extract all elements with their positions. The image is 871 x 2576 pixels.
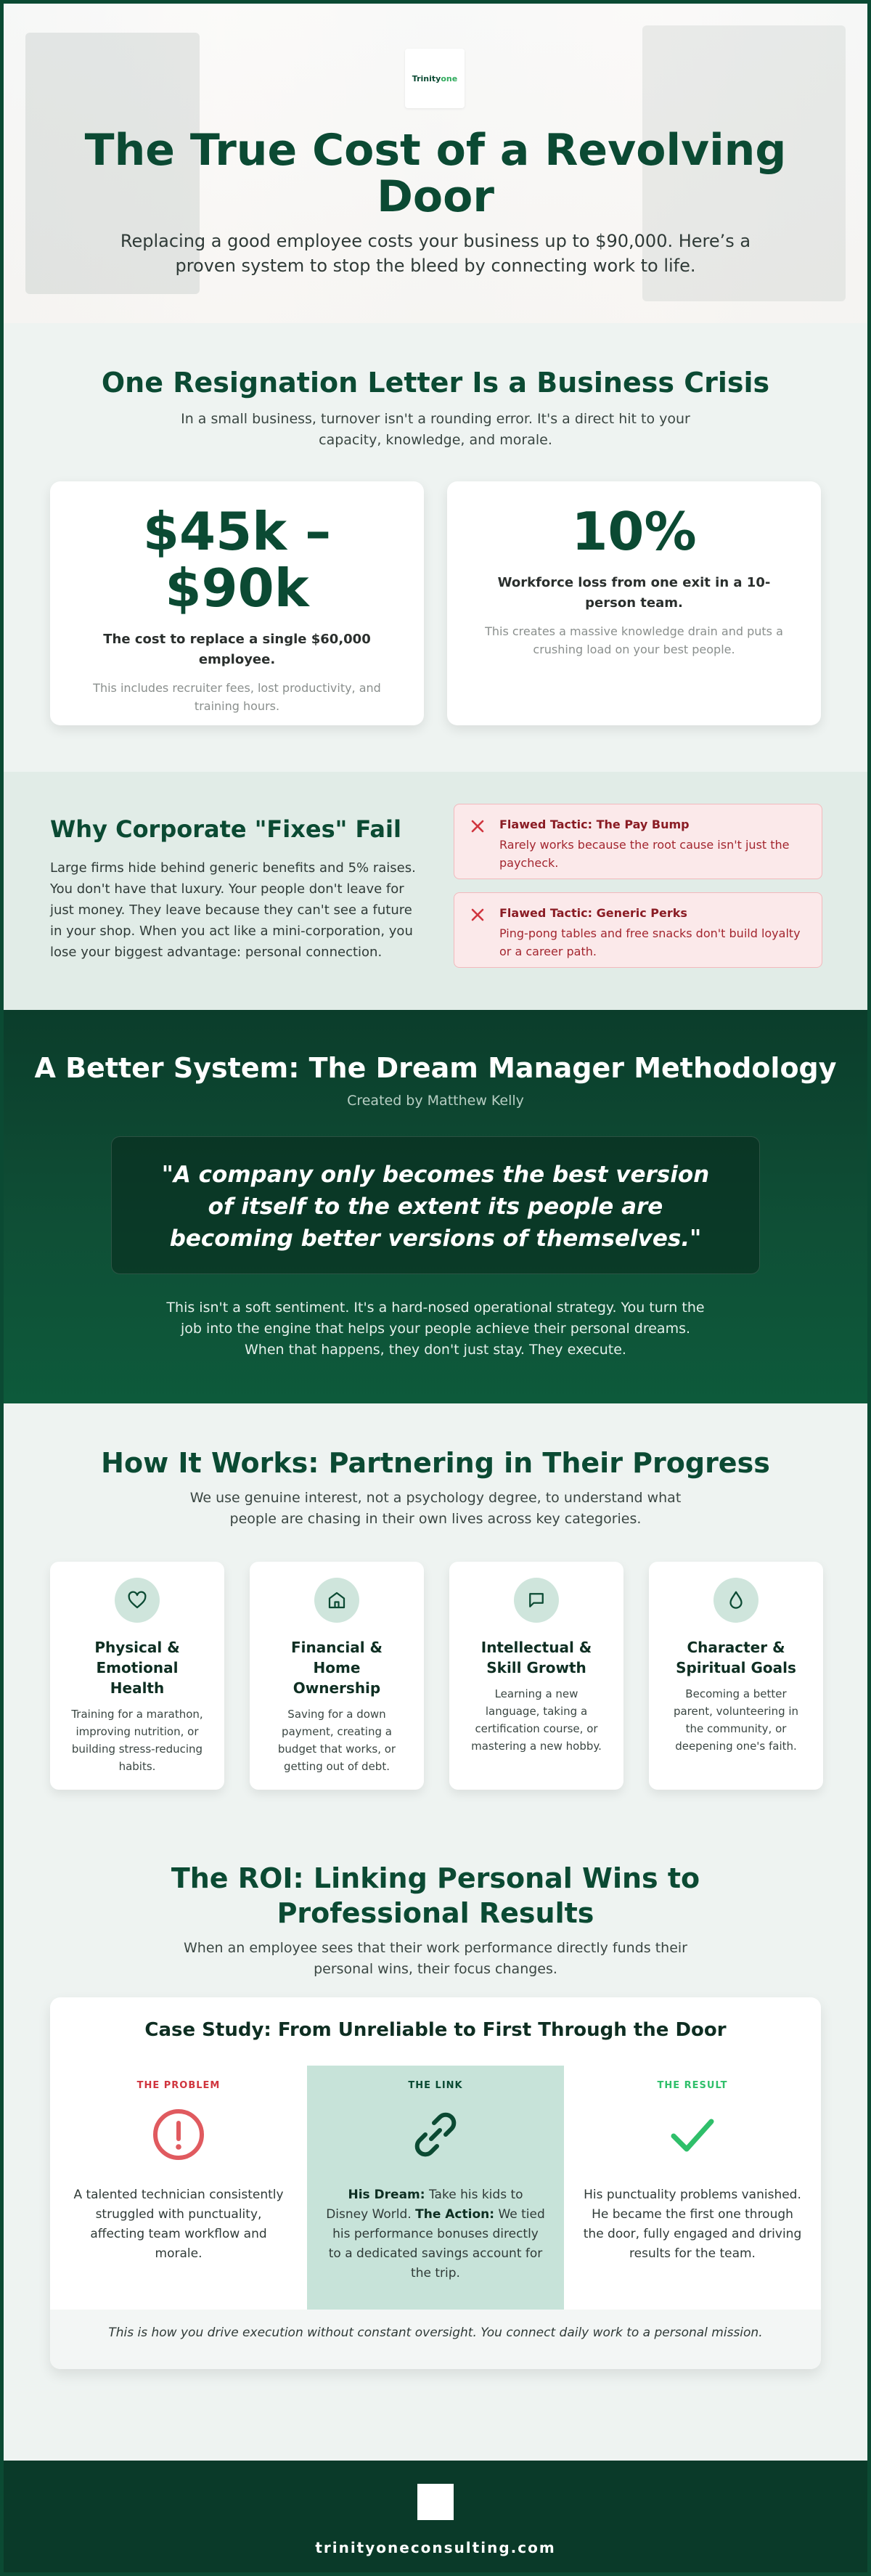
category-card (649, 1562, 823, 1790)
roi-section (4, 1861, 867, 2340)
stat-label: Workforce loss from one exit in a 10-person team. (497, 575, 771, 611)
category-desc: Saving for a down payment, creating a budget that works, or getting out of debt. (277, 1708, 396, 1773)
stat-label: The cost to replace a single $60,000 employee. (103, 632, 371, 667)
tactic-desc: Rarely works because the root cause isn't just the paycheck. (499, 838, 790, 870)
crisis-title: One Resignation Letter Is a Business Crisis (101, 367, 770, 399)
tactic-desc: Ping-pong tables and free snacks don't build loyalty or a career path. (499, 926, 801, 958)
category-card (449, 1562, 623, 1790)
hero-subtitle: Replacing a good employee costs your business up to $90,000. Here’s a proven system to stop the bleed by connecting work to life. (120, 231, 751, 276)
flawed-tactic-card (454, 892, 822, 968)
link-icon (406, 2106, 465, 2164)
stat-card-workforce (447, 481, 821, 725)
quote-box: "A company only becomes the best version of itself to the extent its people are becoming better versions of themselves." (111, 1136, 760, 1274)
link-dream-text: Take his kids to Disney World. (326, 2188, 523, 2222)
case-study-title: Case Study: From Unreliable to First Through the Door (144, 2019, 727, 2041)
category-name: Character & Spiritual Goals (676, 1639, 796, 1676)
flawed-tactic-card (454, 804, 822, 879)
case-result-column (564, 2066, 821, 2310)
case-study-footer: This is how you drive execution without constant oversight. You connect daily work to a personal mission. (50, 2310, 821, 2369)
problem-text: A talented technician consistently struggled with punctuality, affecting team workflow and morale. (73, 2188, 284, 2261)
logo-text: Trinity (412, 73, 441, 83)
corporate-fixes-section (4, 772, 867, 1010)
alert-icon (150, 2106, 208, 2164)
hero-title: The True Cost of a Revolving Door (84, 125, 787, 222)
how-subtitle: We use genuine interest, not a psychology degree, to understand what people are chasing in their own lives across key categories. (189, 1490, 682, 1527)
stat-value: 10% (571, 501, 697, 562)
category-name: Physical & Emotional Health (94, 1639, 180, 1697)
case-problem-column (50, 2066, 307, 2310)
crisis-section (4, 323, 867, 772)
better-paragraph: This isn't a soft sentiment. It's a hard-nosed operational strategy. You turn the job into the engine that helps your people achieve their personal dreams. When that happens, they don't just stay. They execute. (166, 1300, 705, 1358)
dream-manager-section (4, 1010, 867, 1403)
fail-body: Large firms hide behind generic benefits and 5% raises. You don't have that luxury. Your people don't leave for just money. They leave because they can't see a future in your shop. When you act like a mini-corporation, you lose your biggest advantage: personal connection. (50, 860, 416, 960)
category-desc: Becoming a better parent, volunteering in the community, or deepening one's faith. (673, 1687, 799, 1753)
result-text: His punctuality problems vanished. He became the first one through the door, fully engaged and driving results for the team. (583, 2188, 802, 2261)
tactic-title: Flawed Tactic: The Pay Bump (499, 818, 690, 831)
brand-logo[interactable] (405, 49, 465, 108)
check-icon (663, 2106, 721, 2164)
logo-accent: one (441, 73, 458, 83)
home-icon (314, 1578, 359, 1623)
link-action-label: The Action: (415, 2207, 495, 2222)
case-link-column (307, 2066, 564, 2310)
stat-value: $45k – $90k (142, 501, 332, 619)
category-desc: Learning a new language, taking a certification course, or mastering a new hobby. (471, 1687, 602, 1753)
better-byline: Created by Matthew Kelly (347, 1093, 524, 1109)
chat-icon (514, 1578, 559, 1623)
heart-icon (115, 1578, 160, 1623)
how-it-works-section (4, 1403, 867, 1861)
category-name: Intellectual & Skill Growth (481, 1639, 592, 1676)
close-icon (469, 906, 486, 924)
close-icon (469, 818, 486, 835)
tactic-title: Flawed Tactic: Generic Perks (499, 906, 687, 920)
case-study-card (50, 1997, 821, 2369)
hero-section (4, 4, 867, 323)
stat-card-cost (50, 481, 424, 725)
stat-note: This creates a massive knowledge drain and puts a crushing load on your best people. (485, 624, 783, 656)
category-name: Financial & Home Ownership (291, 1639, 383, 1697)
result-tag: THE RESULT (657, 2080, 728, 2091)
link-action-text: We tied his performance bonuses directly to a dedicated savings account for the trip. (328, 2207, 545, 2281)
site-footer (4, 2461, 867, 2576)
how-title: How It Works: Partnering in Their Progress (101, 1447, 770, 1479)
roi-title: The ROI: Linking Personal Wins to Professional Results (171, 1862, 700, 1929)
problem-tag: THE PROBLEM (136, 2080, 221, 2091)
better-title: A Better System: The Dream Manager Methodology (34, 1052, 837, 1084)
link-text (326, 2185, 545, 2283)
category-desc: Training for a marathon, improving nutrition, or building stress-reducing habits. (71, 1708, 203, 1773)
roi-subtitle: When an employee sees that their work performance directly funds their personal wins, their focus changes. (184, 1940, 687, 1977)
footer-website-link[interactable]: trinityoneconsulting.com (315, 2539, 556, 2556)
footer-logo[interactable] (417, 2484, 454, 2520)
fail-title: Why Corporate "Fixes" Fail (50, 815, 401, 843)
stat-note: This includes recruiter fees, lost productivity, and training hours. (93, 681, 381, 713)
category-card (50, 1562, 224, 1790)
link-dream-label: His Dream: (348, 2188, 425, 2202)
crisis-subtitle: In a small business, turnover isn't a rounding error. It's a direct hit to your capacity, knowledge, and morale. (181, 411, 690, 448)
link-tag: THE LINK (408, 2080, 463, 2091)
category-card (250, 1562, 424, 1790)
drop-icon (713, 1578, 758, 1623)
